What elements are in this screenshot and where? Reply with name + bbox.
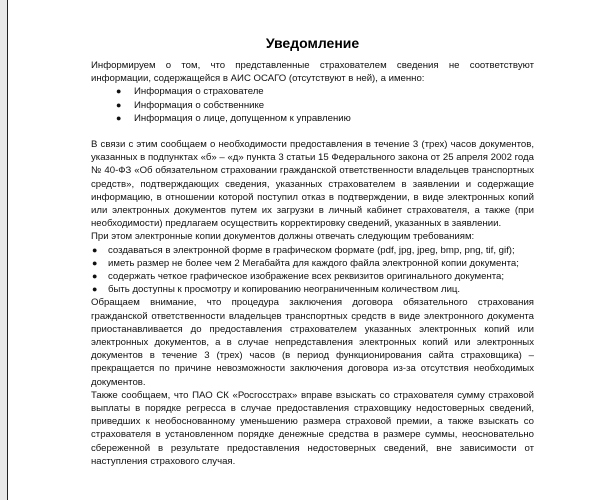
list-item [91,283,534,296]
suspension-paragraph: Обращаем внимание, что процедура заключения договора обязательного страхования гражданской ответственности владельцев транспортных средств в виде электронного документа приостанавливается до предоставления страхователем указанных электронных копий или электронных документов, а в случае непредставления электронных копий или электронных документов в течение 3 (трех) часов (в период функционирования сайта страховщика) – прекращается по причине невозможности заключения договора из-за отсутствия необходимых документов. [91,297,534,388]
bullet-icon: ● [116,99,122,110]
notice-body [91,34,534,468]
list-item-text: иметь размер не более чем 2 Мегабайта для каждого файла электронной копии документа; [108,257,519,269]
list-item-text: создаваться в электронной форме в графическом формате (pdf, jpg, jpeg, bmp, png, tif, gif); [108,244,515,256]
documents-paragraph: В связи с этим сообщаем о необходимости предоставления в течение 3 (трех) часов документов, указанных в подпунктах «б» – «д» пункта 3 статьи 15 Федерального закона от 25 апреля 2002 года № 40-ФЗ «Об обязательном страховании гражданской ответственности владельцев транспортных средств», подтверждающих сведения, указанных страхователем в заявлении и содержащие информацию, в отношении которой поступил отказ в подтверждении, в виде электронных копий или электронных документов путем их загрузки в личный кабинет страхователя, а также (при необходимости) предлагаем осуществить корректировку сведений, указанных в заявлении. [91,139,534,230]
list-item [91,257,534,270]
list-item-text: Информация о собственнике [134,99,265,111]
list-item-text: содержать четкое графическое изображение всех реквизитов оригинального документа; [108,271,505,283]
recourse-paragraph: Также сообщаем, что ПАО СК «Росгосстрах» вправе взыскать со страхователя сумму страховой выплаты в порядке регресса в случае предоставления страховщику недостоверных сведений, приведших к необоснованному уменьшению размера страховой премии, а также взыскать со страхователя в установленном порядке денежные средства в размере суммы, неосновательно сбереженной в результате предоставления недостоверных сведений, вне зависимости от наступления страхового случая. [91,389,534,467]
intro-paragraph: Информируем о том, что представленные страхователем сведения не соответствуют информации, содержащейся в АИС ОСАГО (отсутствуют в ней), а именно: [91,60,534,85]
bullet-icon: ● [92,257,98,268]
paragraph-spacer [91,125,534,138]
bullet-icon: ● [116,112,122,123]
list-item-text: Информация о страхователе [134,86,264,98]
bullet-icon: ● [92,271,98,282]
document-page [7,0,590,500]
notice-title: Уведомление [265,35,360,51]
list-item-text: быть доступны к просмотру и копированию неограниченным количеством лиц. [108,284,461,296]
list-item [91,112,534,125]
bullet-icon: ● [92,244,98,255]
requirements-list [91,244,534,297]
bullet-icon: ● [116,86,122,97]
list-item [91,99,534,112]
list-item [91,270,534,283]
bullet-icon: ● [92,284,98,295]
list-item [91,244,534,257]
list-item-text: Информация о лице, допущенном к управлению [134,112,351,124]
list-item [91,85,534,98]
requirements-intro: При этом электронные копии документов должны отвечать следующим требованиям: [91,231,475,243]
subjects-list [91,85,534,125]
